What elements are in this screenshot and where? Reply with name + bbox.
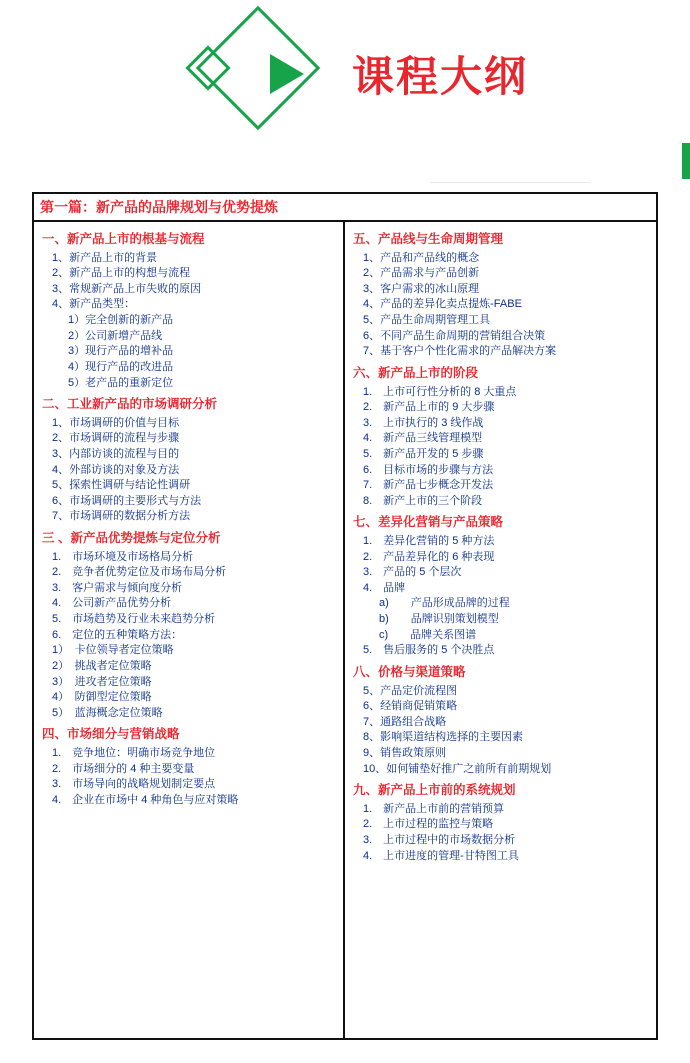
outline-item: 6. 目标市场的步骤与方法 xyxy=(363,463,494,476)
section-heading: 三 、新产品优势提炼与定位分析 xyxy=(42,531,221,545)
outline-item: 10、如何铺垫好推广之前所有前期规划 xyxy=(363,762,552,775)
outline-item: 4. 新产品三线管理模型 xyxy=(363,432,483,445)
outline-item: 5. 售后服务的 5 个决胜点 xyxy=(363,644,495,657)
section-heading: 六、新产品上市的阶段 xyxy=(353,365,479,380)
outline-item: 2. 竞争者优势定位及市场布局分析 xyxy=(52,566,227,579)
outline-item: 1. 竞争地位：明确市场竞争地位 xyxy=(52,746,216,759)
outline-item: a) 产品形成品牌的过程 xyxy=(379,597,510,610)
right-column xyxy=(345,222,656,1038)
outline-item: 4. 上市进度的管理-甘特图工具 xyxy=(363,849,519,862)
outline-item: 3、常规新产品上市失败的原因 xyxy=(52,282,202,295)
outline-item: 3） 进攻者定位策略 xyxy=(52,675,152,688)
outline-item: 1. 差异化营销的 5 种方法 xyxy=(363,535,495,548)
page-header xyxy=(0,0,690,170)
outline-item: 1）完全创新的新产品 xyxy=(68,314,174,327)
outline-item: 9、销售政策原则 xyxy=(363,746,447,759)
section-heading: 七、差异化营销与产品策略 xyxy=(353,515,504,530)
outline-item: 8. 新产上市的三个阶段 xyxy=(363,494,483,507)
outline-item: 7. 新产品七步概念开发法 xyxy=(363,479,494,492)
outline-item: 2. 市场细分的 4 种主要变量 xyxy=(52,762,195,775)
outline-item: 4. 企业在市场中 4 种角色与应对策略 xyxy=(52,793,239,806)
section-heading: 四、市场细分与营销战略 xyxy=(42,727,180,742)
outline-item: 7、市场调研的数据分析方法 xyxy=(52,510,191,523)
outline-item: 4. 公司新产品优势分析 xyxy=(52,597,172,610)
outline-item: 1、新产品上市的背景 xyxy=(52,251,158,264)
outline-item: 6、经销商促销策略 xyxy=(363,700,458,713)
decorative-divider xyxy=(430,182,590,183)
outline-item: 3. 上市过程中的市场数据分析 xyxy=(363,834,516,847)
section-heading: 五、产品线与生命周期管理 xyxy=(353,232,504,246)
outline-item: 7、基于客户个性化需求的产品解决方案 xyxy=(363,345,557,358)
outline-item: 4、外部访谈的对象及方法 xyxy=(52,463,180,476)
left-column xyxy=(34,222,345,1038)
page-title: 课程大纲 xyxy=(352,53,529,100)
outline-item: 2、产品需求与产品创新 xyxy=(363,267,480,280)
outline-item: 5、产品定价流程图 xyxy=(363,684,458,697)
section-heading: 二、工业新产品的市场调研分析 xyxy=(42,397,218,412)
outline-item: 6. 定位的五种策略方法： xyxy=(52,628,183,641)
outline-item: 3. 市场导向的战略规划制定要点 xyxy=(52,778,216,791)
outline-item: 1. 新产品上市前的营销预算 xyxy=(363,802,505,815)
outline-item: 3. 客户需求与倾向度分析 xyxy=(52,581,183,594)
outline-item: c) 品牌关系图谱 xyxy=(379,628,477,641)
outline-item: 7、通路组合战略 xyxy=(363,715,447,728)
right-edge-accent-bar xyxy=(682,143,690,179)
section-heading: 九、新产品上市前的系统规划 xyxy=(353,783,516,798)
outline-item: 3. 产品的 5 个层次 xyxy=(363,566,462,579)
outline-item: b) 品牌识别策划模型 xyxy=(379,613,499,626)
outline-item: 1. 上市可行性分析的 8 大重点 xyxy=(363,385,517,398)
outline-item: 5） 蓝海概念定位策略 xyxy=(52,706,163,719)
outline-item: 5、产品生命周期管理工具 xyxy=(363,314,491,327)
outline-item: 5）老产品的重新定位 xyxy=(68,376,174,389)
outline-item: 1、产品和产品线的概念 xyxy=(363,251,480,264)
outline-item: 6、不同产品生命周期的营销组合决策 xyxy=(363,329,546,342)
outline-item: 2. 上市过程的监控与策略 xyxy=(363,818,494,831)
outline-item: 1、市场调研的价值与目标 xyxy=(52,416,180,429)
outline-item: 6、市场调研的主要形式与方法 xyxy=(52,494,202,507)
outline-item: 5. 市场趋势及行业未来趋势分析 xyxy=(52,613,216,626)
outline-item: 4、产品的差异化卖点提炼-FABE xyxy=(363,298,522,311)
outline-item: 1） 卡位领导者定位策略 xyxy=(52,644,174,657)
play-triangle-icon xyxy=(270,54,304,94)
outline-item: 5、探索性调研与结论性调研 xyxy=(52,479,191,492)
outline-item: 2、新产品上市的构想与流程 xyxy=(52,267,191,280)
outline-item: 4）现行产品的改进品 xyxy=(68,360,174,373)
outline-item: 4） 防御型定位策略 xyxy=(52,691,152,704)
outline-item: 3. 上市执行的 3 线作战 xyxy=(363,416,484,429)
play-diamond-logo-icon xyxy=(186,14,328,156)
outline-item: 4. 品牌 xyxy=(363,581,406,594)
section-heading: 一、新产品上市的根基与流程 xyxy=(42,232,205,246)
outline-item: 1. 市场环境及市场格局分析 xyxy=(52,550,194,563)
outline-item: 4、新产品类型： xyxy=(52,298,136,311)
outline-item: 5. 新产品开发的 5 步骤 xyxy=(363,447,484,460)
outline-item: 2、市场调研的流程与步骤 xyxy=(52,432,180,445)
outline-item: 2）公司新增产品线 xyxy=(68,329,163,342)
two-column-layout xyxy=(34,222,656,1038)
outline-item: 3）现行产品的增补品 xyxy=(68,345,174,358)
outline-item: 3、内部访谈的流程与目的 xyxy=(52,447,180,460)
document-title-bar xyxy=(34,194,656,222)
outline-item: 2. 产品差异化的 6 种表现 xyxy=(363,550,495,563)
outline-item: 2） 挑战者定位策略 xyxy=(52,659,152,672)
outline-document xyxy=(32,192,658,1040)
section-heading: 八、价格与渠道策略 xyxy=(353,664,466,679)
outline-item: 2. 新产品上市的 9 大步骤 xyxy=(363,401,495,414)
outline-item: 8、影响渠道结构选择的主要因素 xyxy=(363,731,524,744)
outline-item: 3、客户需求的冰山原理 xyxy=(363,282,480,295)
document-title: 第一篇：新产品的品牌规划与优势提炼 xyxy=(40,199,278,215)
